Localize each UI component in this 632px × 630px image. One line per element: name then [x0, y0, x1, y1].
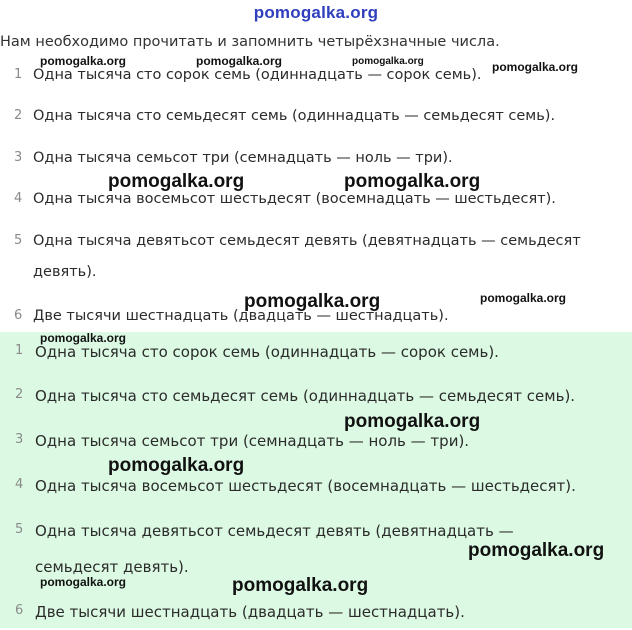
- watermark: pomogalka.org: [108, 171, 245, 192]
- list-item-number: 3: [15, 432, 24, 447]
- list-item-number: 4: [15, 477, 24, 492]
- watermark: pomogalka.org: [244, 291, 381, 312]
- list-item-number: 3: [14, 150, 23, 165]
- list-item-text: Одна тысяча сто сорок семь (одиннадцать — сорок семь).: [35, 343, 499, 361]
- watermark: pomogalka.org: [468, 540, 605, 561]
- watermark: pomogalka.org: [40, 331, 127, 345]
- list-item-text: Одна тысяча девятьсот семьдесят девять (девятнадцать — семьдесят девять).: [33, 233, 581, 280]
- list-item-number: 4: [14, 191, 23, 206]
- watermark: pomogalka.org: [108, 455, 245, 476]
- list-item-number: 2: [15, 387, 24, 402]
- list-item-text: Одна тысяча восемьсот шестьдесят (восемнадцать — шестьдесят).: [33, 191, 556, 207]
- list-item-number: 1: [14, 67, 23, 82]
- list-item-number: 6: [14, 308, 23, 323]
- watermark: pomogalka.org: [352, 56, 424, 67]
- watermark: pomogalka.org: [492, 60, 579, 74]
- list-item-text: Одна тысяча восемьсот шестьдесят (восемнадцать — шестьдесят).: [35, 477, 576, 495]
- list-item-text: Две тысячи шестнадцать (двадцать — шестнадцать).: [35, 603, 465, 621]
- list-item-text: Одна тысяча девятьсот семьдесят девять (девятнадцать — семьдесят девять).: [35, 522, 514, 576]
- list-item-number: 5: [14, 233, 23, 248]
- watermark: pomogalka.org: [232, 575, 369, 596]
- list-item-text: Одна тысяча семьсот три (семнадцать — ноль — три).: [33, 150, 453, 166]
- list-item-number: 1: [15, 343, 24, 358]
- intro-text: Нам необходимо прочитать и запомнить четырёхзначные числа.: [0, 34, 500, 50]
- list-item-text: Одна тысяча сто сорок семь (одиннадцать — сорок семь).: [33, 67, 482, 83]
- header-watermark: pomogalka.org: [253, 3, 379, 22]
- watermark: pomogalka.org: [40, 575, 127, 589]
- list-item-number: 2: [14, 108, 23, 123]
- list-item-text: Одна тысяча сто семьдесят семь (одиннадцать — семьдесят семь).: [35, 387, 576, 405]
- watermark: pomogalka.org: [480, 291, 567, 305]
- watermark: pomogalka.org: [344, 411, 481, 432]
- list-item-number: 6: [15, 603, 24, 618]
- list-item-text: Одна тысяча сто семьдесят семь (одиннадцать — семьдесят семь).: [33, 108, 556, 124]
- watermark: pomogalka.org: [344, 171, 481, 192]
- watermark: pomogalka.org: [196, 54, 283, 68]
- watermark: pomogalka.org: [40, 54, 127, 68]
- list-item-number: 5: [15, 522, 24, 537]
- list-item-text: Одна тысяча семьсот три (семнадцать — ноль — три).: [35, 432, 470, 450]
- list-item-text: Две тысячи шестнадцать (двадцать — шестнадцать).: [33, 308, 449, 324]
